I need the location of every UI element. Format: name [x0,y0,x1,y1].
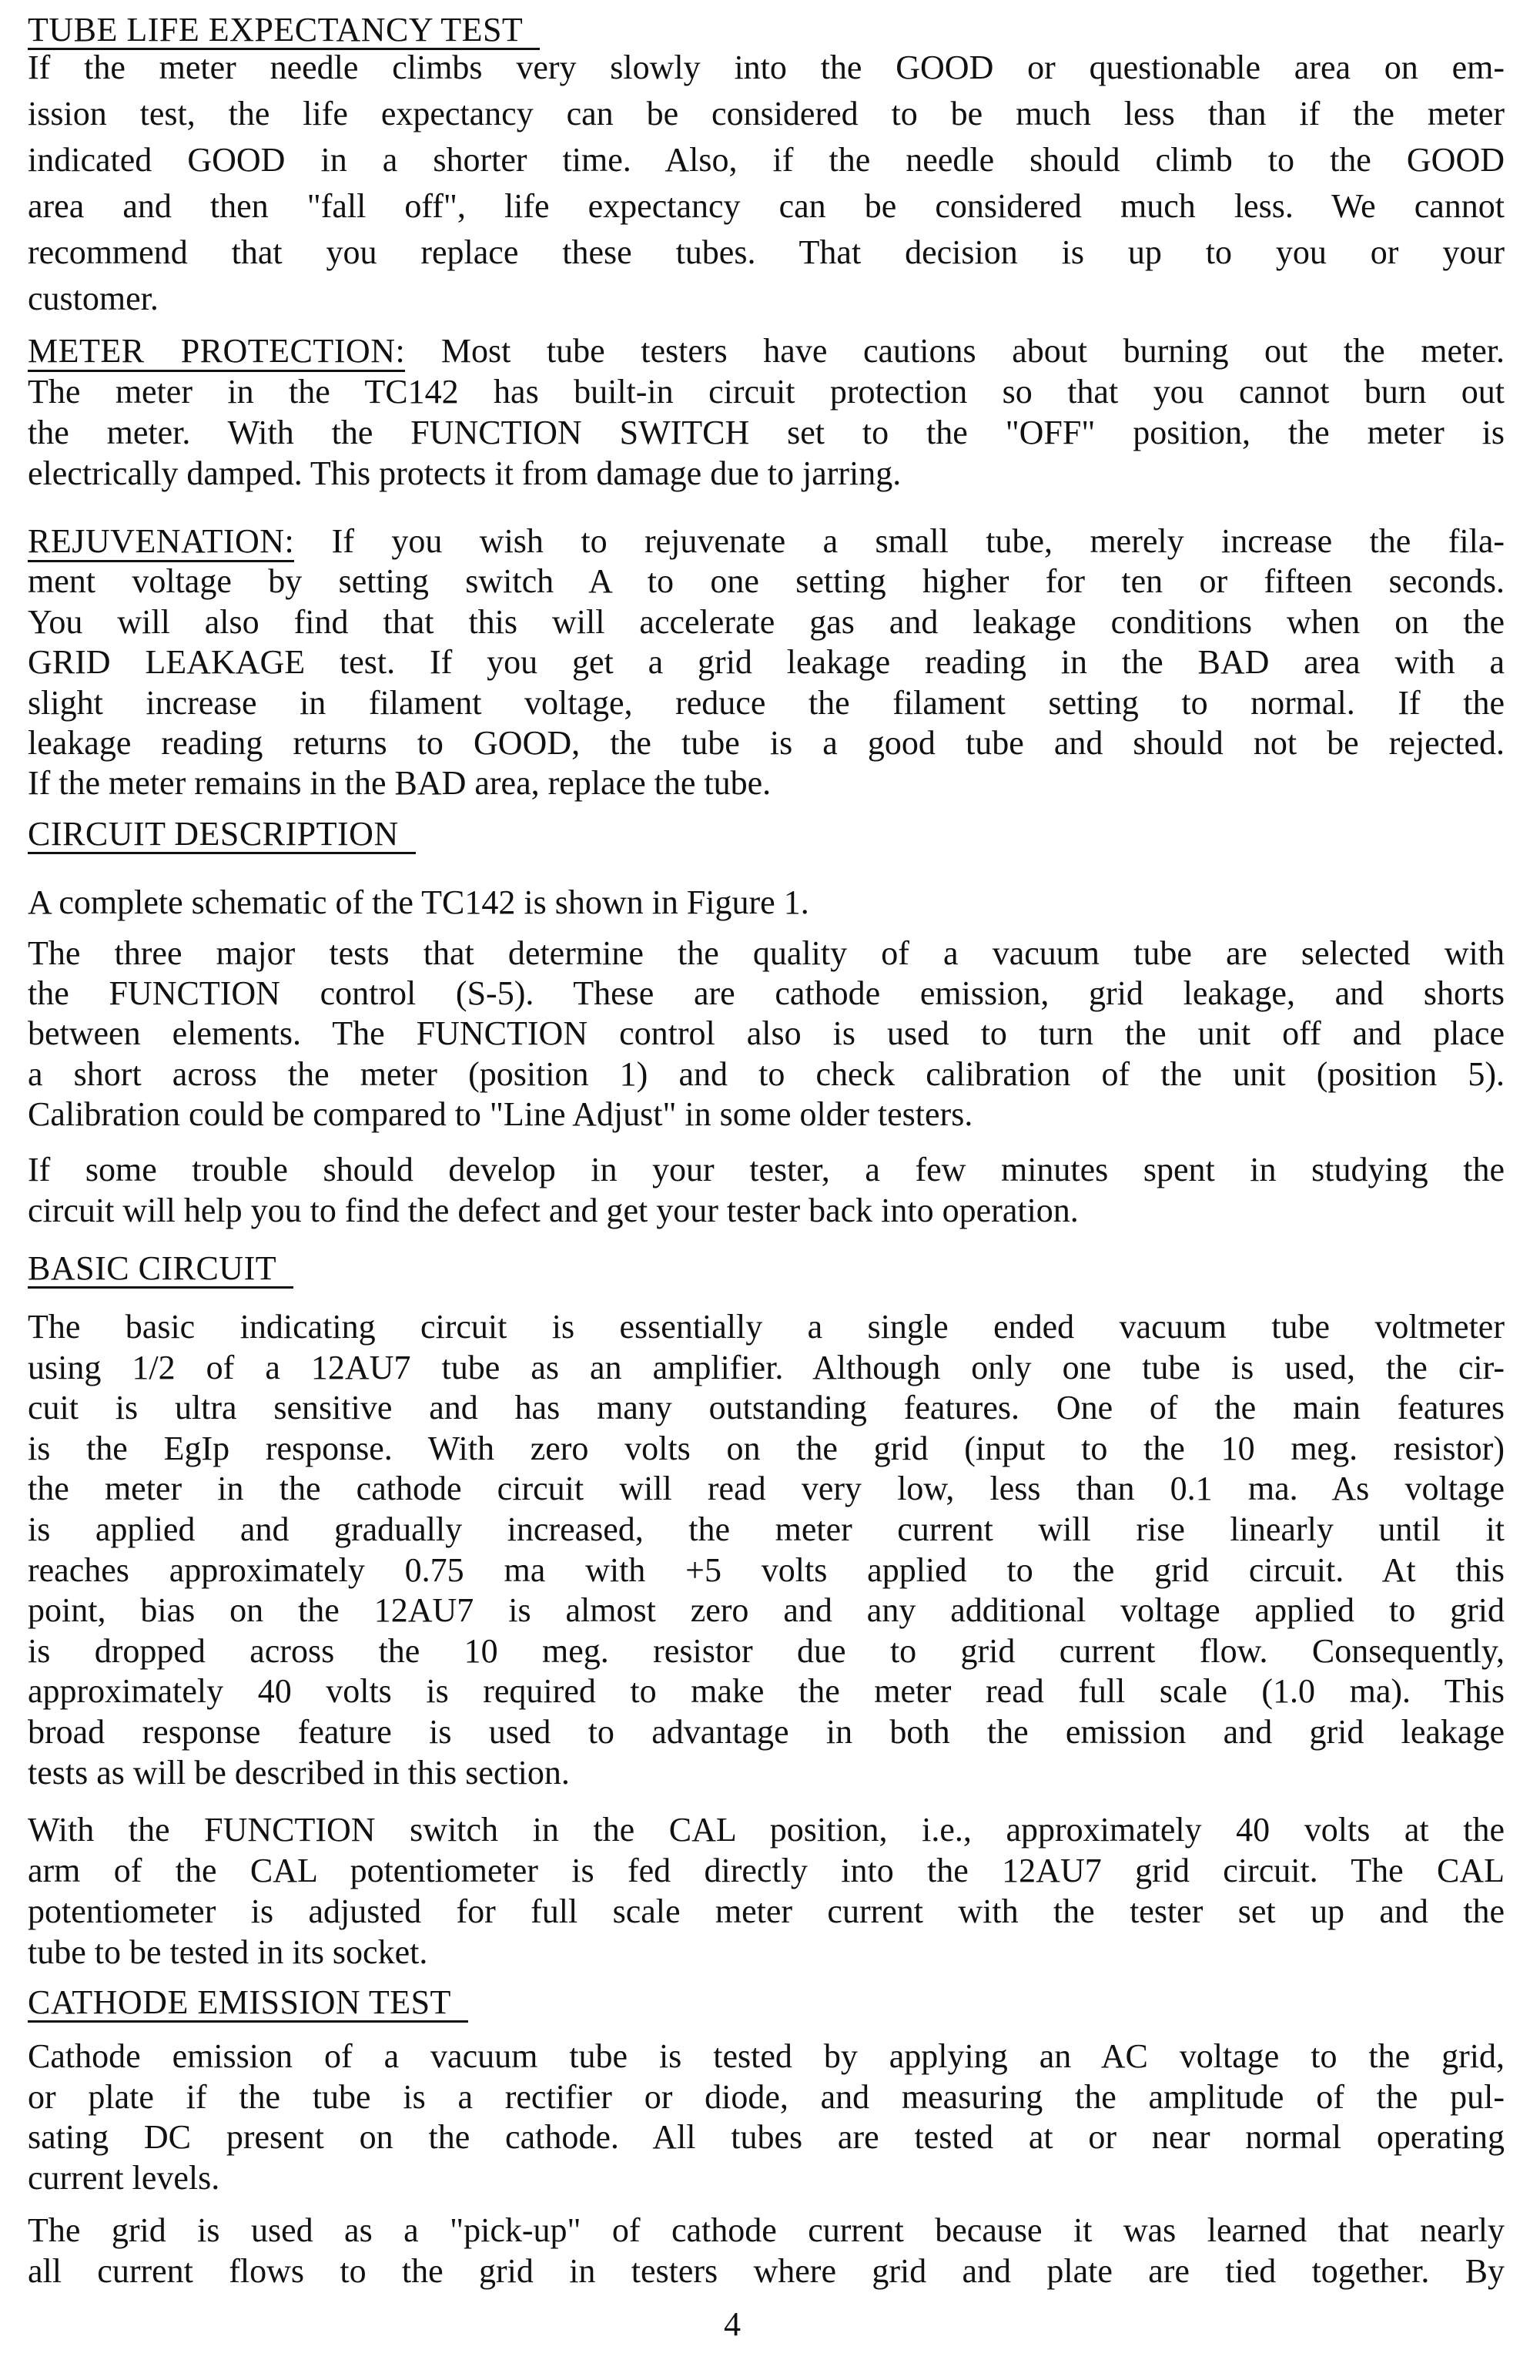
heading-text: TUBE LIFE EXPECTANCY TEST [28,12,540,50]
heading-text: CATHODE EMISSION TEST [28,1985,468,2023]
section-heading-cathode-emission [28,1983,1505,2023]
text-line: sating DC present on the cathode. All tubes are tested at or near normal operating [28,2118,1505,2157]
text-line: electrically damped. This protects it from damage due to jarring. [28,454,902,492]
paragraph-cal-position [28,1809,1505,1971]
text-line: cuit is ultra sensitive and has many outstanding features. One of the main features [28,1389,1505,1427]
line-text: Most tube testers have cautions about burning out the meter. [405,332,1505,370]
text-line: or plate if the tube is a rectifier or diode, and measuring the amplitude of the pul- [28,2077,1505,2116]
paragraph-meter-protection [28,330,1505,492]
text-line: The meter in the TC142 has built-in circuit protection so that you cannot burn out [28,373,1505,411]
paragraph-basic-circuit [28,1307,1505,1792]
paragraph-tube-life [28,45,1505,317]
text-line: With the FUNCTION switch in the CAL position, i.e., approximately 40 volts at the [28,1811,1505,1849]
text-line: customer. [28,280,159,317]
text-line: using 1/2 of a 12AU7 tube as an amplifier. Although only one tube is used, the cir- [28,1348,1505,1386]
text-line: GRID LEAKAGE test. If you get a grid leakage reading in the BAD area with a [28,643,1505,682]
text-line [28,330,1505,371]
text-line: The grid is used as a "pick-up" of cathode current because it was learned that nearly [28,2211,1505,2249]
text-line: between elements. The FUNCTION control also is used to turn the unit off and place [28,1014,1505,1053]
text-line: circuit will help you to find the defect and get your tester back into operation. [28,1191,1079,1229]
text-line: tube to be tested in its socket. [28,1933,428,1971]
paragraph-major-tests [28,934,1505,1133]
paragraph-cathode-emission [28,2036,1505,2197]
text-line: The basic indicating circuit is essentially a single ended vacuum tube voltmeter [28,1308,1505,1346]
text-line: area and then "fall off", life expectancy can be considered much less. We cannot [28,187,1505,225]
text-line [28,521,1505,561]
text-line: You will also find that this will accelerate gas and leakage conditions when on the [28,602,1505,641]
text-line: a short across the meter (position 1) and to check calibration of the unit (position 5). [28,1054,1505,1093]
text-line: current levels. [28,2159,220,2197]
paragraph-grid-pickup [28,2211,1505,2290]
text-line: the FUNCTION control (S-5). These are cathode emission, grid leakage, and shorts [28,974,1505,1013]
text-line: approximately 40 volts is required to make the meter read full scale (1.0 ma). This [28,1672,1505,1711]
text-line: the meter. With the FUNCTION SWITCH set to the "OFF" position, the meter is [28,414,1505,451]
page-number: 4 [724,2305,741,2343]
line-text: If you wish to rejuvenate a small tube, merely increase the fila- [294,522,1505,560]
text-line: The three major tests that determine the quality of a vacuum tube are selected with [28,934,1505,972]
text-line: all current flows to the grid in testers where grid and plate are tied together. By [28,2251,1505,2290]
text-line: point, bias on the 12AU7 is almost zero and any additional voltage applied to grid [28,1591,1505,1630]
text-line: indicated GOOD in a shorter time. Also, if the needle should climb to the GOOD [28,141,1505,179]
paragraph-trouble [28,1150,1505,1229]
text-line: reaches approximately 0.75 ma with +5 volts applied to the grid circuit. At this [28,1550,1505,1589]
text-line: arm of the CAL potentiometer is fed directly into the 12AU7 grid circuit. The CAL [28,1852,1505,1889]
text-line: If some trouble should develop in your tester, a few minutes spent in studying the [28,1151,1505,1188]
text-line: is applied and gradually increased, the meter current will rise linearly until it [28,1510,1505,1548]
inline-heading: REJUVENATION: [28,522,294,562]
text-line: If the meter remains in the BAD area, replace the tube. [28,764,772,803]
text-line: A complete schematic of the TC142 is shown in Figure 1. [28,883,809,921]
text-line: is the EgIp response. With zero volts on the grid (input to the 10 meg. resistor) [28,1429,1505,1467]
text-line: Calibration could be compared to "Line Adjust" in some older testers. [28,1094,973,1133]
text-line: broad response feature is used to advantage in both the emission and grid leakage [28,1712,1505,1751]
text-line: is dropped across the 10 meg. resistor due to grid current flow. Consequently, [28,1631,1505,1670]
section-heading-circuit-description [28,815,1505,854]
paragraph-schematic [28,883,1505,923]
text-line: If the meter needle climbs very slowly into the GOOD or questionable area on em- [28,49,1505,86]
text-line: Cathode emission of a vacuum tube is tested by applying an AC voltage to the grid, [28,2037,1505,2075]
text-line: ission test, the life expectancy can be considered to be much less than if the meter [28,95,1505,132]
text-line: slight increase in filament voltage, reduce the filament setting to normal. If the [28,683,1505,722]
inline-heading: METER PROTECTION: [28,332,405,372]
text-line: tests as will be described in this section. [28,1753,570,1792]
heading-text: CIRCUIT DESCRIPTION [28,816,416,854]
text-line: the meter in the cathode circuit will read very low, less than 0.1 ma. As voltage [28,1470,1505,1508]
text-line: potentiometer is adjusted for full scale meter current with the tester set up and the [28,1892,1505,1930]
text-line: leakage reading returns to GOOD, the tube is a good tube and should not be rejected. [28,723,1505,762]
paragraph-rejuvenation [28,521,1505,803]
heading-text: BASIC CIRCUIT [28,1251,293,1289]
section-heading-basic-circuit [28,1249,1505,1289]
text-line: recommend that you replace these tubes. That decision is up to you or your [28,233,1505,271]
text-line: ment voltage by setting switch A to one setting higher for ten or fifteen seconds. [28,562,1505,601]
